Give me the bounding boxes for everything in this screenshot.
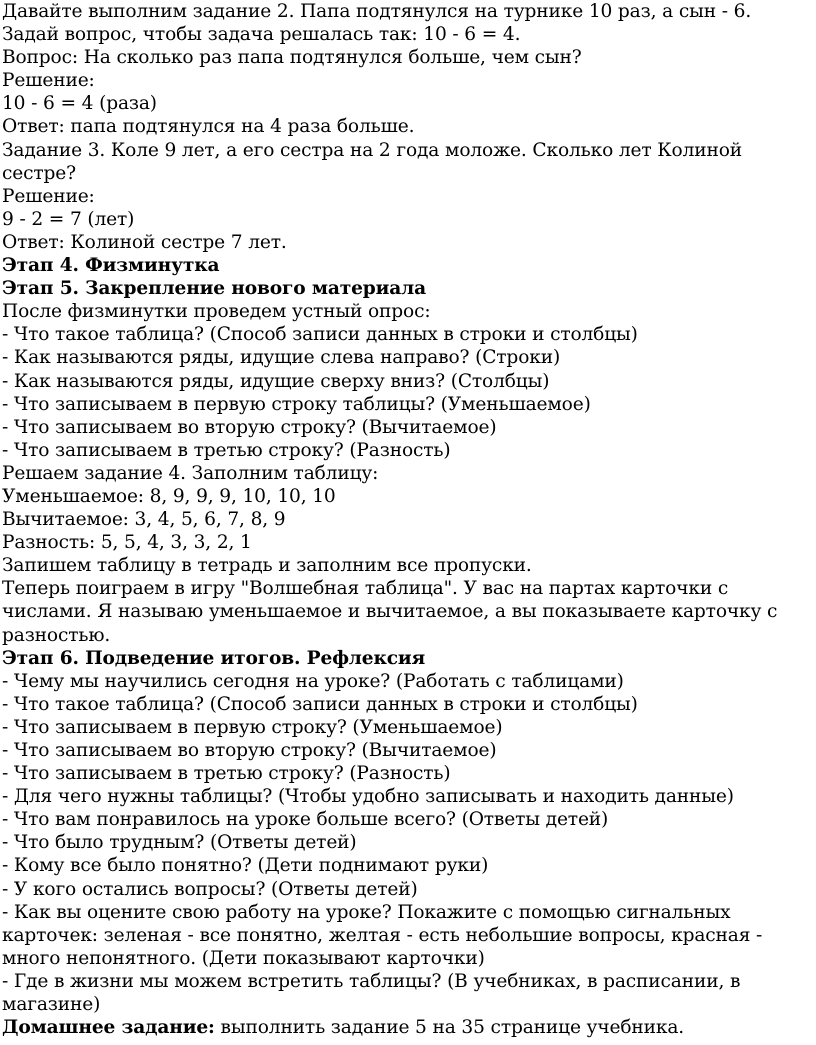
homework-text: выполнить задание 5 на 35 странице учебника. xyxy=(214,1017,685,1039)
text-line: - Как называются ряды, идущие сверху вниз? (Столбцы) xyxy=(2,370,550,392)
text-line: Давайте выполним задание 2. Папа подтянулся на турнике 10 раз, а сын - 6. xyxy=(2,1,752,22)
text-line: - Что было трудным? (Ответы детей) xyxy=(2,832,357,854)
text-line: Вопрос: На сколько раз папа подтянулся больше, чем сын? xyxy=(2,47,582,69)
text-line: - У кого остались вопросы? (Ответы детей) xyxy=(2,878,418,900)
text-line: 9 - 2 = 7 (лет) xyxy=(2,208,135,230)
text-line: Теперь поиграем в игру "Волшебная таблица". У вас на партах карточки с числами. Я называю уменьшаемое и вычитаемое, а вы показываете карточку с разностью. xyxy=(2,578,778,646)
text-line: Решение: xyxy=(2,70,95,92)
text-line: Задание 3. Коле 9 лет, а его сестра на 2 года моложе. Сколько лет Колиной сестре? xyxy=(2,139,743,184)
text-line: - Что записываем во вторую строку? (Вычитаемое) xyxy=(2,416,497,438)
text-line: - Чему мы научились сегодня на уроке? (Работать с таблицами) xyxy=(2,670,624,692)
homework-line xyxy=(2,1016,810,1039)
text-line: - Кому все было понятно? (Дети поднимают руки) xyxy=(2,855,489,877)
homework-label: Домашнее задание: xyxy=(2,1017,215,1039)
text-line: - Что вам понравилось на уроке больше всего? (Ответы детей) xyxy=(2,809,609,831)
text-line: - Что записываем в первую строку? (Уменьшаемое) xyxy=(2,716,503,738)
section-heading: Этап 6. Подведение итогов. Рефлексия xyxy=(2,647,426,669)
text-line: После физминутки проведем устный опрос: xyxy=(2,301,431,323)
text-line: Вычитаемое: 3, 4, 5, 6, 7, 8, 9 xyxy=(2,509,286,531)
text-line: Разность: 5, 5, 4, 3, 3, 2, 1 xyxy=(2,532,252,554)
text-line: - Как называются ряды, идущие слева направо? (Строки) xyxy=(2,347,561,369)
text-line: - Как вы оцените свою работу на уроке? Покажите с помощью сигнальных карточек: зеленая - все понятно, желтая - есть небольшие вопросы, красная - много непонятного. (Дети показывают карточки) xyxy=(2,901,763,969)
text-line: - Что записываем в первую строку таблицы? (Уменьшаемое) xyxy=(2,393,591,415)
text-line: - Для чего нужны таблицы? (Чтобы удобно записывать и находить данные) xyxy=(2,786,734,808)
section-heading: Этап 4. Физминутка xyxy=(2,255,220,277)
section-heading: Этап 5. Закрепление нового материала xyxy=(2,278,427,300)
text-line: Запишем таблицу в тетрадь и заполним все пропуски. xyxy=(2,555,532,577)
text-line: - Что такое таблица? (Способ записи данных в строки и столбцы) xyxy=(2,324,638,346)
text-line: Уменьшаемое: 8, 9, 9, 9, 10, 10, 10 xyxy=(2,485,336,507)
text-line: Задай вопрос, чтобы задача решалась так: 10 - 6 = 4. xyxy=(2,24,521,46)
text-line: - Что записываем в третью строку? (Разность) xyxy=(2,763,451,785)
text-line: Ответ: Колиной сестре 7 лет. xyxy=(2,231,287,253)
text-line: Решаем задание 4. Заполним таблицу: xyxy=(2,462,379,484)
text-line: - Что записываем в третью строку? (Разность) xyxy=(2,439,451,461)
text-line: Решение: xyxy=(2,185,95,207)
text-line: - Что записываем во вторую строку? (Вычитаемое) xyxy=(2,740,497,761)
text-line: - Что такое таблица? (Способ записи данных в строки и столбцы) xyxy=(2,693,638,715)
text-line: Ответ: папа подтянулся на 4 раза больше. xyxy=(2,116,415,138)
text-line: - Где в жизни мы можем встретить таблицы? (В учебниках, в расписании, в магазине) xyxy=(2,970,741,1016)
text-line: 10 - 6 = 4 (раза) xyxy=(2,93,157,115)
